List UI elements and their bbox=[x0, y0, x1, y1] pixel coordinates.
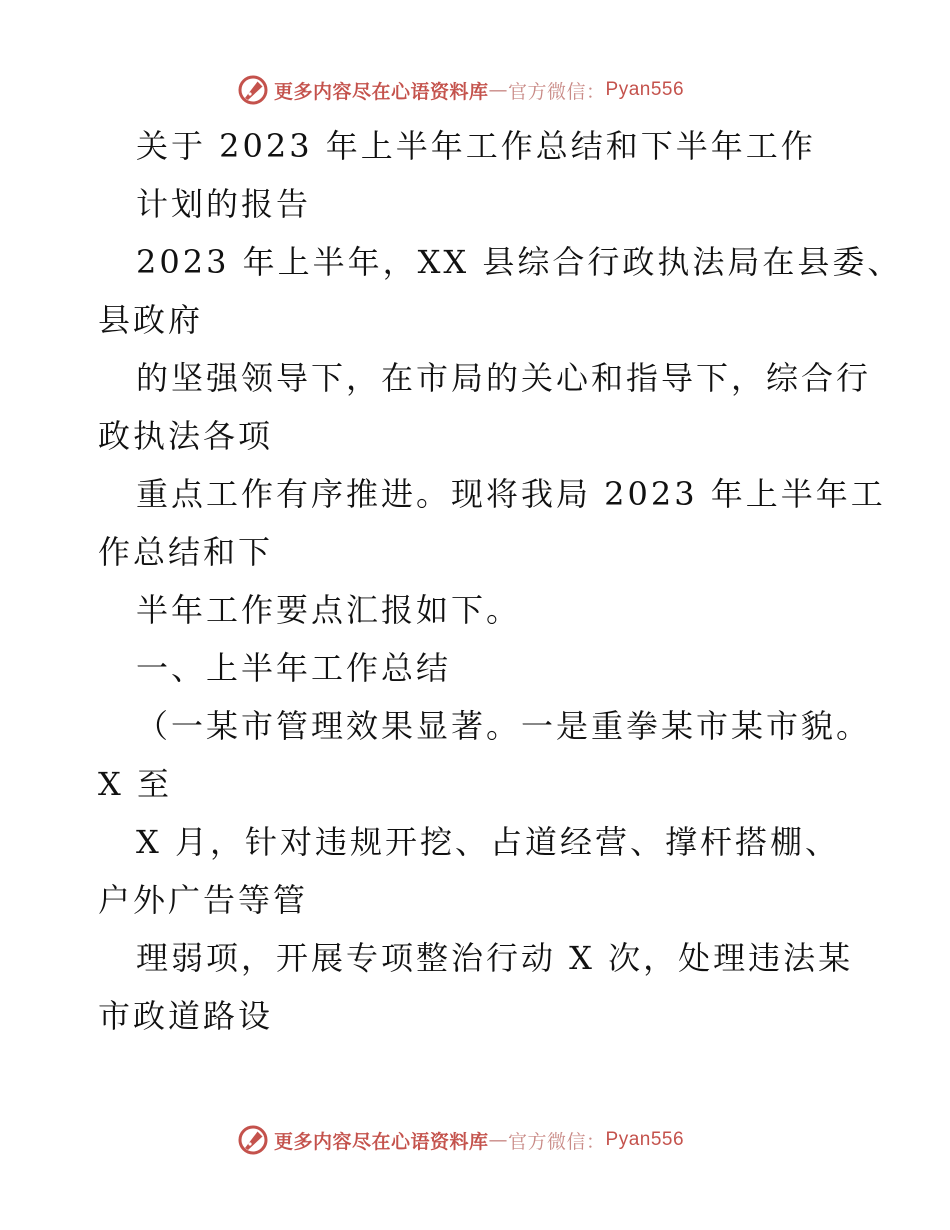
pen-nib-logo-icon bbox=[236, 73, 270, 107]
doc-text-line: 2023 年上半年，XX 县综合行政执法局在县委、 bbox=[136, 243, 903, 281]
doc-text-line: X 至 bbox=[98, 765, 172, 803]
header-watermark bbox=[236, 72, 684, 108]
watermark-title: 更多内容尽在心语资料库 bbox=[274, 80, 489, 103]
doc-section-heading: 一、上半年工作总结 bbox=[136, 649, 452, 687]
doc-text-line: 重点工作有序推进。现将我局 2023 年上半年工 bbox=[136, 475, 886, 513]
doc-text-line: 县政府 bbox=[98, 301, 204, 339]
doc-title-line-1: 关于 2023 年上半年工作总结和下半年工作 bbox=[136, 127, 816, 165]
watermark-account-label: 官方微信： bbox=[508, 1130, 606, 1153]
doc-text-line: 的坚强领导下，在市局的关心和指导下，综合行 bbox=[136, 359, 872, 397]
footer-watermark bbox=[236, 1122, 684, 1158]
watermark-account-label: 官方微信： bbox=[508, 80, 606, 103]
watermark-account-id: Pyan556 bbox=[605, 1129, 685, 1150]
watermark-separator: — bbox=[488, 79, 509, 101]
doc-text-line: 市政道路设 bbox=[98, 997, 274, 1035]
doc-text-line: 政执法各项 bbox=[98, 417, 274, 455]
doc-text-line: 作总结和下 bbox=[98, 533, 274, 571]
doc-text-line: X 月，针对违规开挖、占道经营、撑杆搭棚、 bbox=[136, 823, 840, 861]
doc-text-line: 户外广告等管 bbox=[98, 881, 309, 919]
watermark-separator: — bbox=[488, 1129, 509, 1151]
doc-title-line-2: 计划的报告 bbox=[136, 185, 312, 223]
doc-text-line: 半年工作要点汇报如下。 bbox=[136, 591, 522, 629]
doc-text-line: 理弱项，开展专项整治行动 X 次，处理违法某 bbox=[136, 939, 854, 977]
doc-text-line: （一某市管理效果显著。一是重拳某市某市貌。 bbox=[136, 707, 872, 745]
watermark-account-id: Pyan556 bbox=[605, 79, 685, 100]
watermark-title: 更多内容尽在心语资料库 bbox=[274, 1130, 489, 1153]
pen-nib-logo-icon bbox=[236, 1123, 270, 1157]
